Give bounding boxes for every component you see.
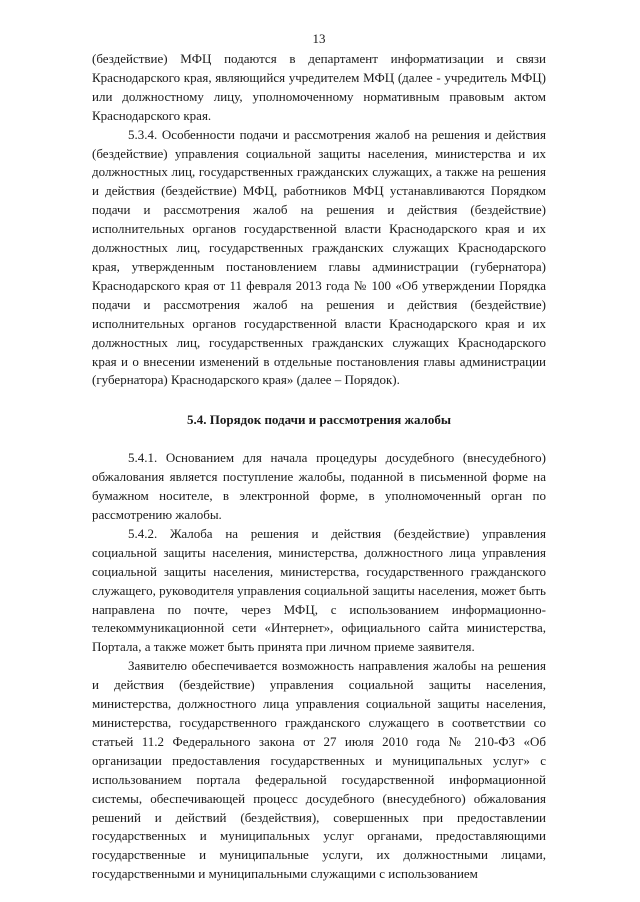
paragraph-applicant-complaint: Заявителю обеспечивается возможность направления жалобы на решения и действия (бездействие) управления социальной защиты населения, министерства, должностного лица управления социальной защиты населения, министерства, государственного гражданского служащего в соответствии со статьей 11.2 Федерального закона от 27 июля 2010 года № 210-ФЗ «Об организации предоставления государственных и муниципальных услуг» с использованием портала федеральной государственной информационной системы, обеспечивающей процесс досудебного (внесудебного) обжалования решений и действий (бездействия), совершенных при предоставлении государственных и муниципальных услуг органами, предоставляющими государственные и муниципальные услуги, их должностными лицами, государственными и муниципальными служащими с использованием xyxy=(92,658,546,882)
paragraph-5-4-1: 5.4.1. Основанием для начала процедуры досудебного (внесудебного) обжалования является поступление жалобы, поданной в письменной форме на бумажном носителе, в электронной форме, в уполномоченный орган по рассмотрению жалобы. xyxy=(92,450,546,523)
page-number: 13 xyxy=(312,31,326,46)
paragraph-5-4-2: 5.4.2. Жалоба на решения и действия (бездействие) управления социальной защиты населения, министерства, должностного лица управления социальной защиты населения, министерства, государственного гражданского служащего, руководителя управления социальной защиты населения, может быть направлена по почте, через МФЦ, с использованием информационно-телекоммуникационной сети «Интернет», официального сайта министерства, Портала, а также может быть принята при личном приеме заявителя. xyxy=(92,525,546,655)
section-heading: 5.4. Порядок подачи и рассмотрения жалобы xyxy=(187,412,451,428)
document-page xyxy=(92,30,546,884)
paragraph-continuation: (бездействие) МФЦ подаются в департамент информатизации и связи Краснодарского края, являющийся учредителем МФЦ (далее - учредитель МФЦ) или должностному лицу, уполномоченному нормативным правовым актом Краснодарского края. xyxy=(92,51,546,123)
paragraph-5-3-4: 5.3.4. Особенности подачи и рассмотрения жалоб на решения и действия (бездействие) управления социальной защиты населения, министерства и их должностных лиц, государственных гражданских служащих, а также на решения и действия (бездействие) МФЦ, работников МФЦ устанавливаются Порядком подачи и рассмотрения жалоб на решения и действия (бездействие) исполнительных органов государственной власти Краснодарского края и их должностных лиц, государственных гражданских служащих Краснодарского края, утвержденным постановлением главы администрации (губернатора) Краснодарского края от 11 февраля 2013 года № 100 «Об утверждении Порядка подачи и рассмотрения жалоб на решения и действия (бездействие) исполнительных органов государственной власти Краснодарского края и их должностных лиц, государственных гражданских служащих Краснодарского края и о внесении изменений в отдельные постановления главы администрации (губернатора) Краснодарского края» (далее – Порядок). xyxy=(92,126,546,388)
